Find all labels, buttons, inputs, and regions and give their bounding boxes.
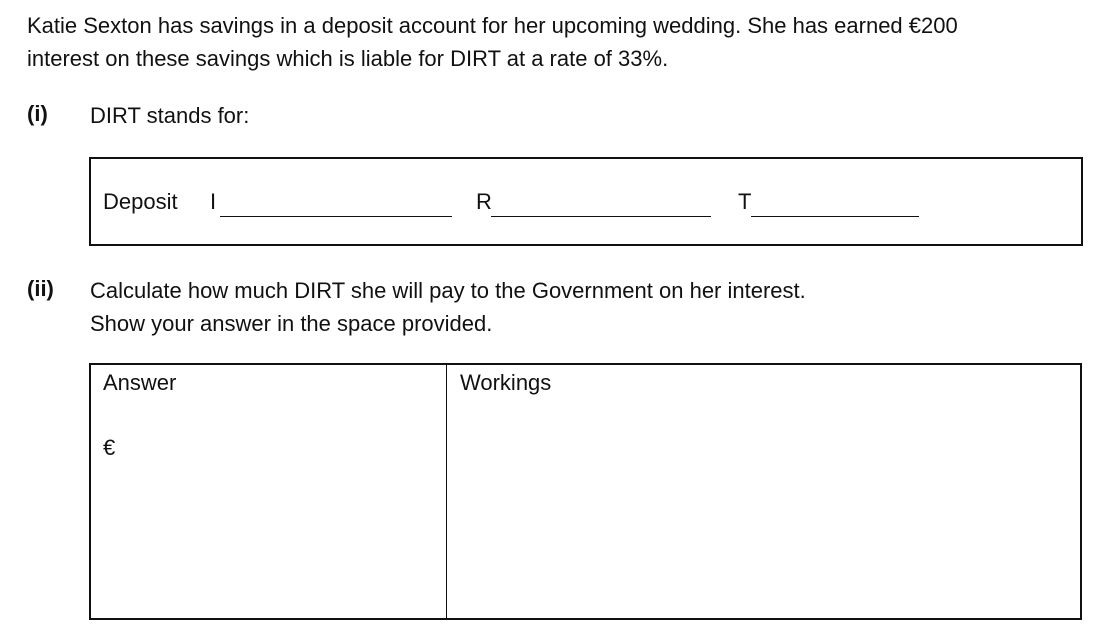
blank-r-line[interactable]: [491, 216, 711, 217]
letter-i: I: [210, 189, 217, 214]
euro-symbol: €: [103, 435, 116, 460]
part-i-label: (i): [27, 101, 48, 126]
deposit-word: Deposit: [103, 189, 178, 214]
answer-workings-table: [89, 363, 1082, 620]
blank-i-line[interactable]: [220, 216, 452, 217]
letter-t: T: [738, 189, 752, 214]
dirt-expansion-box: [89, 157, 1083, 246]
question-intro: [27, 9, 1087, 75]
table-divider: [446, 365, 447, 618]
intro-line-2: interest on these savings which is liable for DIRT at a rate of 33%.: [27, 46, 669, 71]
workings-header: Workings: [460, 370, 552, 395]
intro-line-1: Katie Sexton has savings in a deposit account for her upcoming wedding. She has earned €200: [27, 13, 958, 38]
letter-r: R: [476, 189, 492, 214]
part-ii-line-2: Show your answer in the space provided.: [90, 311, 493, 336]
blank-t-line[interactable]: [751, 216, 919, 217]
answer-header: Answer: [103, 370, 177, 395]
part-ii-text: [90, 274, 806, 340]
part-ii-line-1: Calculate how much DIRT she will pay to the Government on her interest.: [90, 278, 806, 303]
part-i-text: DIRT stands for:: [90, 103, 250, 128]
part-ii-label: (ii): [27, 276, 54, 301]
